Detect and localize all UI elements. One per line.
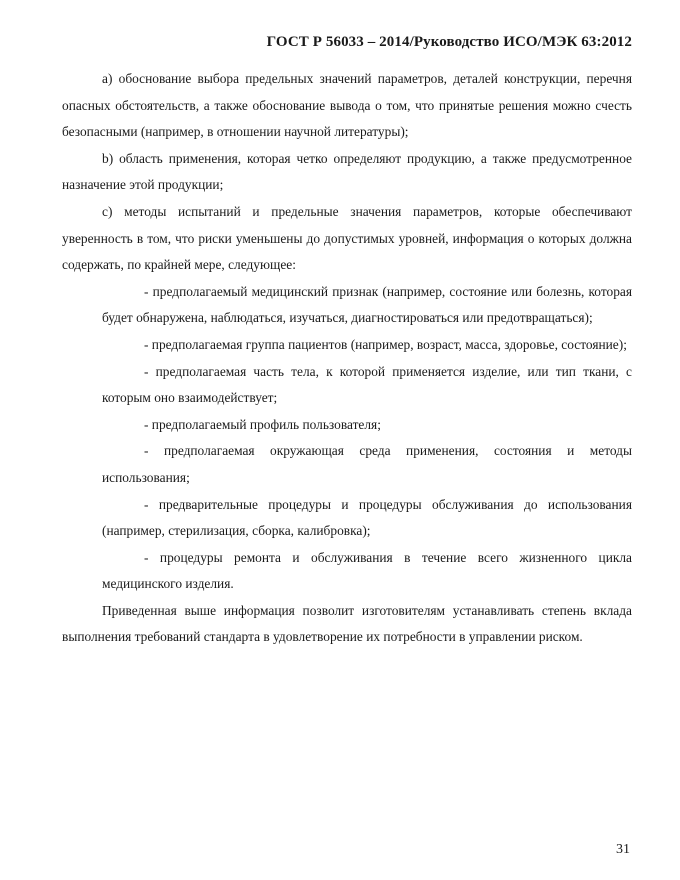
paragraph-a: a) обоснование выбора предельных значений параметров, деталей конструкции, перечня опасных обстоятельств, а также обоснование вывода о том, что принятые решения можно счесть безопасными (например, в отношении научной литературы); [62,71,632,140]
closing-paragraph: Приведенная выше информация позволит изготовителям устанавливать степень вклада выполнения требований стандарта в удовлетворение их потребности в управлении риском. [62,602,632,645]
list-item-environment: - предполагаемая окружающая среда применения, состояния и методы использования; [102,443,632,485]
paragraph-c: c) методы испытаний и предельные значения параметров, которые обеспечивают уверенность в том, что риски уменьшены до допустимых уровней, информация о которых должна содержать, по крайней мере, следующее: [62,203,632,273]
list-item-medical-indication: - предполагаемый медицинский признак (например, состояние или болезнь, которая будет обнаружена, наблюдаться, изучаться, диагностироваться или предотвращаться); [102,283,632,326]
list-item-repair-procedures: - процедуры ремонта и обслуживания в течение всего жизненного цикла медицинского изделия. [102,549,632,592]
paragraph-b: b) область применения, которая четко определяют продукцию, а также предусмотренное назначение этой продукции; [62,150,632,193]
document-header: ГОСТ Р 56033 – 2014/Руководство ИСО/МЭК 63:2012 [266,34,632,50]
list-item-body-part: - предполагаемая часть тела, к которой применяется изделие, или тип ткани, с которым оно взаимодействует; [102,363,632,406]
document-body [62,66,632,651]
list-item-patient-group: - предполагаемая группа пациентов (например, возраст, масса, здоровье, состояние); [144,336,627,352]
page-number: 31 [616,842,630,857]
list-item-preliminary-procedures: - предварительные процедуры и процедуры обслуживания до использования (например, стерилизация, сборка, калибровка); [102,496,632,539]
list-item-user-profile: - предполагаемый профиль пользователя; [144,416,381,432]
